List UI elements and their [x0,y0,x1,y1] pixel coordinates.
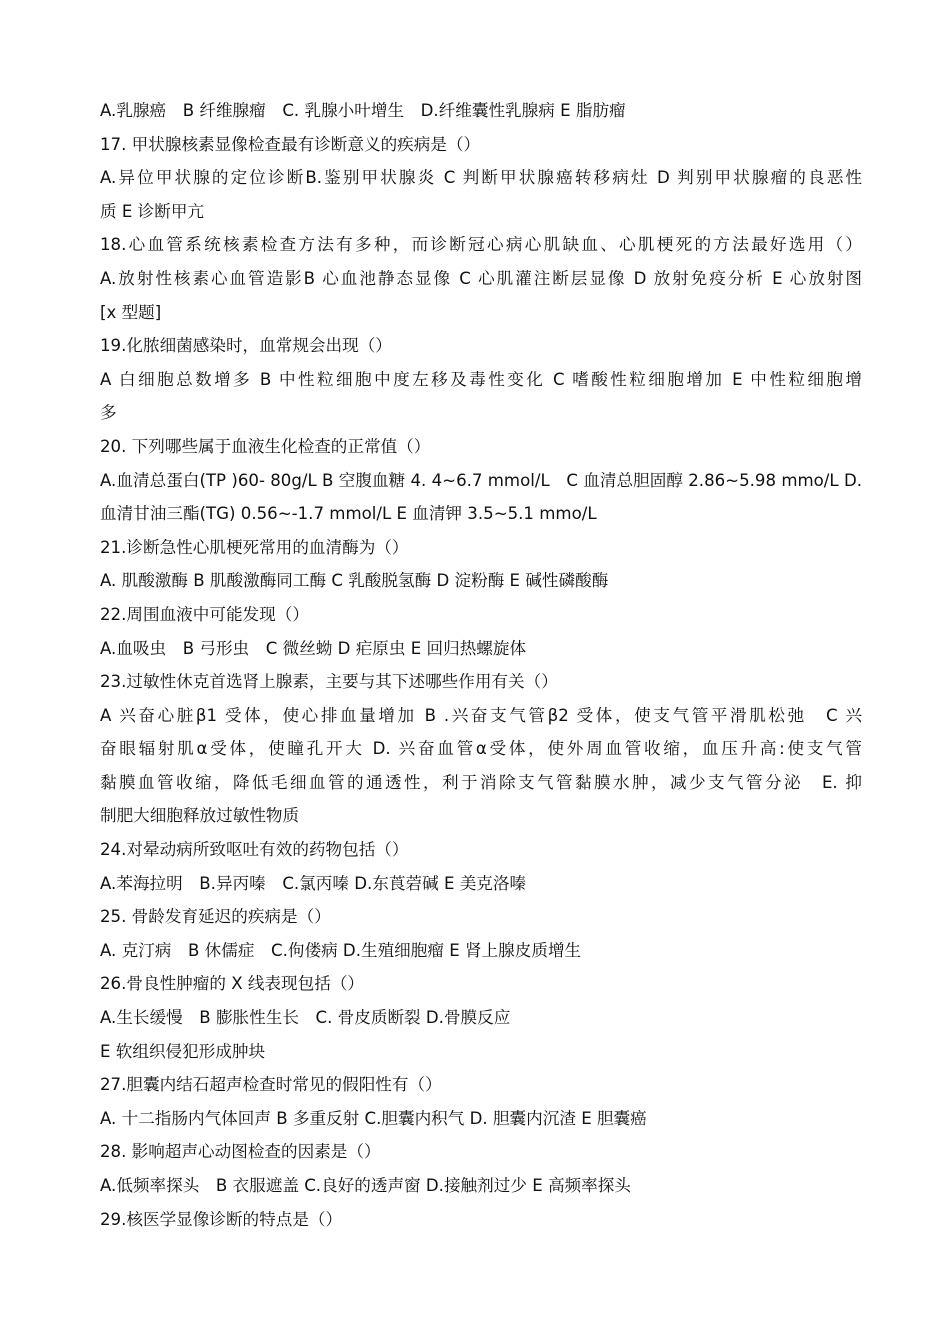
question-17: 17. 甲状腺核素显像检查最有诊断意义的疾病是（） [100,134,481,154]
option-line-24: A.苯海拉明 B.异丙嗪 C.氯丙嗪 D.东莨菪碱 E 美克洛嗪 [100,873,527,893]
option-line-23d: 制肥大细胞释放过敏性物质 [100,806,300,826]
question-26: 26.骨良性肿瘤的 X 线表现包括（） [100,974,365,994]
option-line-21: A. 肌酸激酶 B 肌酸激酶同工酶 C 乳酸脱氢酶 D 淀粉酶 E 碱性磷酸酶 [100,571,609,591]
question-22: 22.周围血液中可能发现（） [100,604,309,624]
option-line-26: A.生长缓慢 B 膨胀性生长 C. 骨皮质断裂 D.骨膜反应 [100,1008,511,1028]
option-line-17-cont: 质 E 诊断甲亢 [100,201,205,221]
document-page [100,94,862,1236]
option-line-19: A 白细胞总数增多 B 中性粒细胞中度左移及毒性变化 C 嗜酸性粒细胞增加 E 中性粒细胞增 [100,369,862,389]
question-18: 18.心血管系统核素检查方法有多种，而诊断冠心病心肌缺血、心肌梗死的方法最好选用（） [100,235,862,255]
option-line-18: A.放射性核素心血管造影B 心血池静态显像 C 心肌灌注断层显像 D 放射免疫分析 E 心放射图 [100,268,862,288]
option-line-26-cont: E 软组织侵犯形成肿块 [100,1041,266,1061]
option-line-22: A.血吸虫 B 弓形虫 C 微丝蚴 D 疟原虫 E 回归热螺旋体 [100,638,527,658]
option-line-23c: 黏膜血管收缩，降低毛细血管的通透性，利于消除支气管黏膜水肿，减少支气管分泌 E. 抑 [100,772,862,792]
question-21: 21.诊断急性心肌梗死常用的血清酶为（） [100,537,409,557]
option-line-23b: 奋眼辐射肌α受体，使瞳孔开大 D. 兴奋血管α受体，使外周血管收缩，血压升高:使支气管 [100,739,862,759]
option-line-16: A.乳腺癌 B 纤维腺瘤 C. 乳腺小叶增生 D.纤维囊性乳腺病 E 脂肪瘤 [100,101,626,120]
question-19: 19.化脓细菌感染时，血常规会出现（） [100,336,392,356]
question-25: 25. 骨龄发育延迟的疾病是（） [100,907,331,927]
option-line-23a: A 兴奋心脏β1 受体，使心排血量增加 B .兴奋支气管β2 受体，使支气管平滑肌松弛 C 兴 [100,705,862,725]
question-27: 27.胆囊内结石超声检查时常见的假阳性有（） [100,1075,442,1095]
section-x-type: [x 型题] [100,302,162,322]
option-line-20-cont: 血清甘油三酯(TG) 0.56~-1.7 mmol/L E 血清钾 3.5~5.1 mmo/L [100,504,597,524]
option-line-19-cont: 多 [100,403,117,423]
option-line-25: A. 克汀病 B 休儒症 C.佝偻病 D.生殖细胞瘤 E 肾上腺皮质增生 [100,940,582,960]
option-line-28: A.低频率探头 B 衣服遮盖 C.良好的透声窗 D.接触剂过少 E 高频率探头 [100,1176,631,1195]
question-24: 24.对晕动病所致呕吐有效的药物包括（） [100,840,409,860]
question-28: 28. 影响超声心动图检查的因素是（） [100,1142,381,1162]
option-line-20: A.血清总蛋白(TP )60- 80g/L B 空腹血糖 4. 4~6.7 mmol/L C 血清总胆固醇 2.86~5.98 mmo/L D. [100,470,862,490]
question-20: 20. 下列哪些属于血液生化检查的正常值（） [100,436,431,456]
question-23: 23.过敏性休克首选肾上腺素，主要与其下述哪些作用有关（） [100,672,558,692]
option-line-27: A. 十二指肠内气体回声 B 多重反射 C.胆囊内积气 D. 胆囊内沉渣 E 胆囊癌 [100,1108,647,1128]
question-29: 29.核医学显像诊断的特点是（） [100,1209,343,1229]
option-line-17: A.异位甲状腺的定位诊断B.鉴别甲状腺炎 C 判断甲状腺癌转移病灶 D 判别甲状腺瘤的良恶性 [100,168,862,188]
